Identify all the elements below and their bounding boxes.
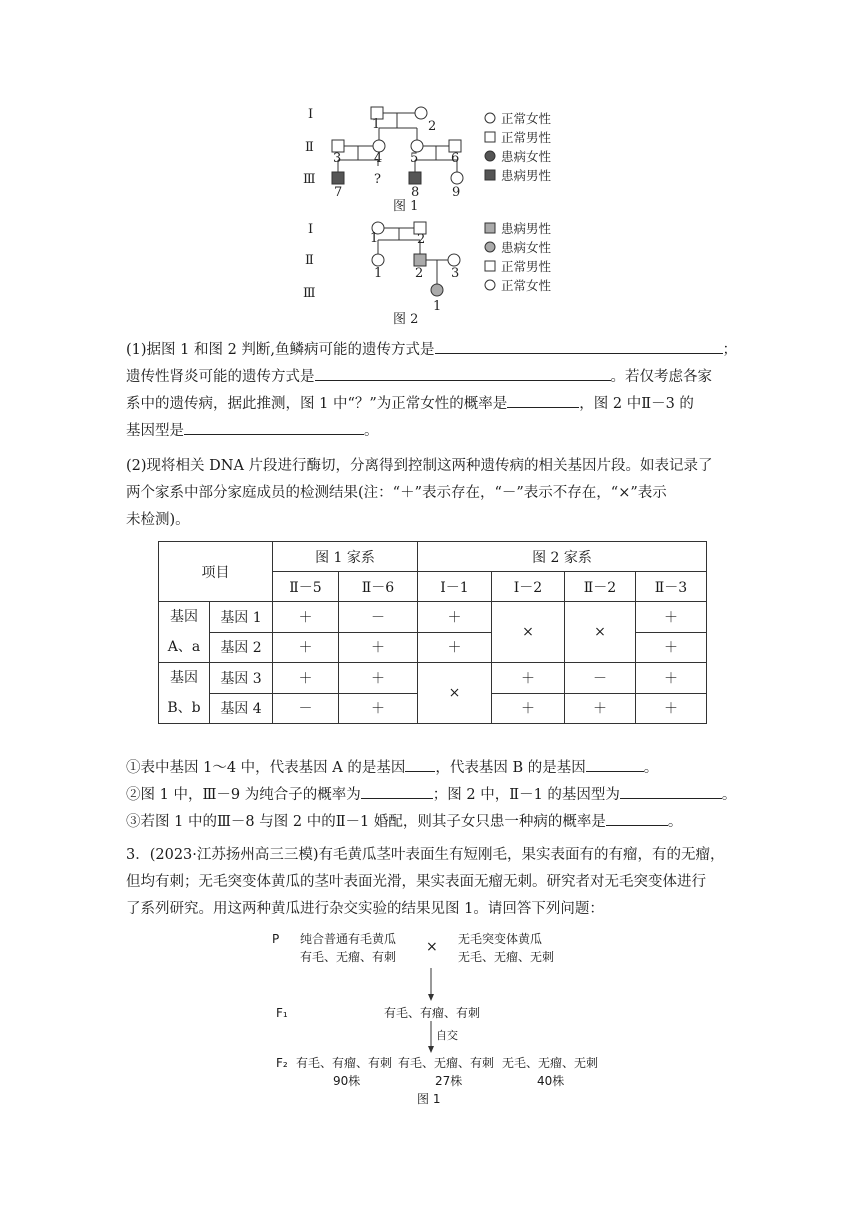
legend-normal-female-icon bbox=[485, 113, 495, 123]
fig1-gen-I: Ⅰ bbox=[308, 107, 314, 122]
f2-phenotype-2: 有毛、无瘤、有刺 bbox=[398, 1056, 495, 1070]
question-3: 3．(2023·江苏扬州高三三模)有毛黄瓜茎叶表面生有短刚毛，果实表面有的有瘤，有的无瘤， 但均有刺；无毛突变体黄瓜的茎叶表面光滑，果实表面无瘤无刺。研究者对无毛突变体进行 了系列研究。用这两种黄瓜进行杂交实验的结果见图 1。请回答下列问题： bbox=[126, 847, 725, 917]
table-cell: ＋ bbox=[492, 663, 565, 694]
f1-traits: 有毛、有瘤、有刺 bbox=[384, 1006, 481, 1020]
table-cell: ＋ bbox=[492, 693, 565, 724]
parent-2-traits: 无毛、无瘤、无刺 bbox=[458, 950, 555, 964]
table-cell: ＋ bbox=[339, 632, 418, 663]
fig1-num: 7 bbox=[334, 185, 343, 200]
selfing-label: 自交 bbox=[436, 1029, 458, 1042]
fig2-num: 3 bbox=[451, 266, 460, 281]
table-header-family-1: 图 1 家系 bbox=[273, 542, 418, 572]
table-cell-not-tested: × bbox=[418, 663, 492, 724]
table-cell: － bbox=[339, 602, 418, 633]
f2-count-1: 90株 bbox=[333, 1074, 361, 1088]
fig1-num: 6 bbox=[451, 151, 460, 166]
table-cell: － bbox=[273, 693, 339, 724]
fig1-num: 1 bbox=[372, 117, 381, 132]
fig1-legend-label: 患病女性 bbox=[501, 149, 552, 164]
table-cell: ＋ bbox=[636, 663, 707, 694]
table-header-item: 项目 bbox=[159, 542, 273, 602]
table-col-header: Ⅱ－3 bbox=[636, 572, 707, 602]
table-cell: ＋ bbox=[273, 632, 339, 663]
table-cell: ＋ bbox=[273, 602, 339, 633]
table-col-header: Ⅱ－6 bbox=[339, 572, 418, 602]
f2-count-2: 27株 bbox=[435, 1074, 463, 1088]
f2-count-3: 40株 bbox=[537, 1074, 565, 1088]
fig1-legend-label: 正常女性 bbox=[501, 111, 552, 126]
fig2-gen-III: Ⅲ bbox=[303, 286, 316, 301]
fig2-num: 1 bbox=[370, 231, 379, 246]
table-header-family-2: 图 2 家系 bbox=[418, 542, 707, 572]
legend-affected-male-icon bbox=[485, 223, 495, 233]
fig1-caption: 图 1 bbox=[393, 199, 419, 214]
legend-affected-male-icon bbox=[485, 170, 495, 180]
fig1-num: 3 bbox=[333, 151, 342, 166]
fig2-num: 2 bbox=[415, 266, 424, 281]
f1-label: F₁ bbox=[276, 1006, 288, 1020]
table-cell: ＋ bbox=[339, 663, 418, 694]
fig2-II3-female bbox=[448, 254, 460, 266]
cross-diagram bbox=[270, 926, 600, 1106]
fig1-gen-III: Ⅲ bbox=[303, 172, 316, 187]
fig2-caption: 图 2 bbox=[393, 312, 419, 327]
pedigree-figure-2 bbox=[290, 215, 580, 330]
table-cell: ＋ bbox=[339, 693, 418, 724]
fig1-num: 2 bbox=[428, 119, 437, 134]
table-cell: ＋ bbox=[273, 663, 339, 694]
answer-blank[interactable] bbox=[507, 392, 579, 408]
fig1-question: ? bbox=[374, 172, 381, 187]
cross-symbol: × bbox=[426, 939, 438, 955]
table-cell-not-tested: × bbox=[492, 602, 565, 663]
fig2-III1-affected-female bbox=[431, 284, 443, 296]
f2-phenotype-3: 无毛、无瘤、无刺 bbox=[502, 1056, 599, 1070]
fig1-gen-II: Ⅱ bbox=[305, 140, 314, 155]
results-table bbox=[158, 541, 707, 724]
question-1: (1)据图 1 和图 2 判断,鱼鳞病可能的遗传方式是 ； 遗传性肾炎可能的遗传方式是 。若仅考虑各家 系中的遗传病，据此推测，图 1 中“？”为正常女性的概率是 ，图 2 中Ⅱ－3 的 基因型是 。 bbox=[126, 338, 736, 446]
legend-affected-female-icon bbox=[485, 151, 495, 161]
answer-blank[interactable] bbox=[405, 756, 435, 772]
fig1-III9-female bbox=[451, 172, 463, 184]
table-cell-not-tested: × bbox=[565, 602, 636, 663]
table-cell: ＋ bbox=[636, 693, 707, 724]
sub-questions: ①表中基因 1～4 中，代表基因 A 的是基因 ，代表基因 B 的是基因 。 ②图 1 中，Ⅲ－9 为纯合子的概率为 ；图 2 中，Ⅱ－1 的基因型为 。 ③若图 1 中的Ⅲ－8 与图 2 中的Ⅱ－1 婚配，则其子女只患一种病的概率是 。 bbox=[126, 756, 736, 837]
parent-2-name: 无毛突变体黄瓜 bbox=[458, 932, 543, 946]
answer-blank[interactable] bbox=[620, 783, 722, 799]
table-cell: ＋ bbox=[636, 632, 707, 663]
cross-caption: 图 1 bbox=[417, 1092, 441, 1106]
fig2-gen-I: Ⅰ bbox=[308, 222, 314, 237]
f2-phenotype-1: 有毛、有瘤、有刺 bbox=[296, 1056, 393, 1070]
fig1-I2-female bbox=[415, 107, 427, 119]
pedigree-figure-1 bbox=[290, 100, 580, 215]
fig1-num: 4 bbox=[374, 151, 383, 166]
fig2-II1-female bbox=[372, 254, 384, 266]
table-cell: ＋ bbox=[565, 693, 636, 724]
table-gene-label: 基因 1 bbox=[210, 602, 273, 633]
parent-1-traits: 有毛、无瘤、有刺 bbox=[300, 950, 397, 964]
question-2: (2)现将相关 DNA 片段进行酶切，分离得到控制这两种遗传病的相关基因片段。如表记录了 两个家系中部分家庭成员的检测结果(注：“＋”表示存在，“－”表示不存在，“×”表示 未检测)。 bbox=[126, 458, 713, 528]
answer-blank[interactable] bbox=[606, 810, 668, 826]
fig2-legend-label: 正常男性 bbox=[501, 259, 552, 274]
legend-normal-male-icon bbox=[485, 261, 495, 271]
fig1-legend-label: 患病男性 bbox=[501, 168, 552, 183]
table-group-A: 基因 A、a bbox=[159, 602, 210, 663]
fig2-num: 1 bbox=[433, 299, 442, 314]
fig2-num: 1 bbox=[374, 266, 383, 281]
table-col-header: Ⅰ－2 bbox=[492, 572, 565, 602]
table-cell: ＋ bbox=[636, 602, 707, 633]
fig1-num: 8 bbox=[411, 185, 420, 200]
legend-normal-male-icon bbox=[485, 132, 495, 142]
table-gene-label: 基因 2 bbox=[210, 632, 273, 663]
table-cell: ＋ bbox=[418, 632, 492, 663]
fig1-legend-label: 正常男性 bbox=[501, 130, 552, 145]
answer-blank[interactable] bbox=[435, 338, 723, 354]
p-label: P bbox=[272, 932, 280, 946]
table-gene-label: 基因 3 bbox=[210, 663, 273, 694]
fig1-num: 9 bbox=[452, 185, 461, 200]
answer-blank[interactable] bbox=[361, 783, 433, 799]
table-col-header: Ⅰ－1 bbox=[418, 572, 492, 602]
fig2-legend-label: 患病男性 bbox=[501, 221, 552, 236]
fig2-gen-II: Ⅱ bbox=[305, 253, 314, 268]
answer-blank[interactable] bbox=[315, 365, 611, 381]
table-group-B: 基因 B、b bbox=[159, 663, 210, 724]
fig2-II2-affected-male bbox=[414, 254, 426, 266]
fig2-legend-label: 正常女性 bbox=[501, 278, 552, 293]
answer-blank[interactable] bbox=[586, 756, 644, 772]
table-gene-label: 基因 4 bbox=[210, 693, 273, 724]
f2-label: F₂ bbox=[276, 1056, 288, 1070]
table-col-header: Ⅱ－2 bbox=[565, 572, 636, 602]
answer-blank[interactable] bbox=[184, 419, 364, 435]
parent-1-name: 纯合普通有毛黄瓜 bbox=[300, 932, 397, 946]
fig1-III8-affected-male bbox=[409, 172, 421, 184]
fig1-III7-affected-male bbox=[332, 172, 344, 184]
legend-normal-female-icon bbox=[485, 280, 495, 290]
table-cell: ＋ bbox=[418, 602, 492, 633]
fig2-num: 2 bbox=[417, 232, 426, 247]
fig1-num: 5 bbox=[410, 151, 419, 166]
table-col-header: Ⅱ－5 bbox=[273, 572, 339, 602]
fig2-legend-label: 患病女性 bbox=[501, 240, 552, 255]
table-cell: － bbox=[565, 663, 636, 694]
legend-affected-female-icon bbox=[485, 242, 495, 252]
